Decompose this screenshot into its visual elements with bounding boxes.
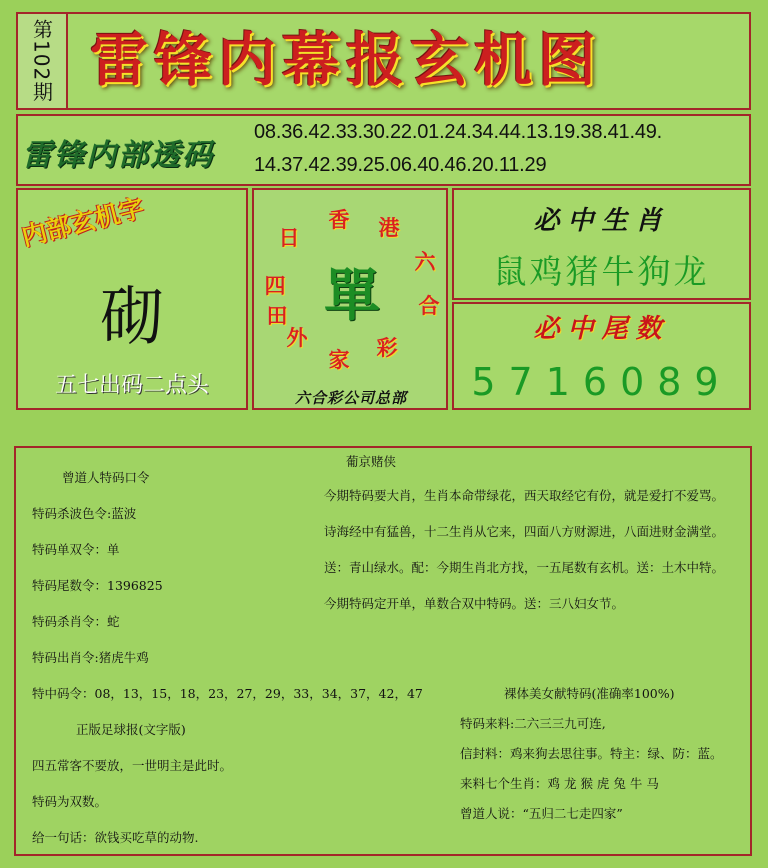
ring-char: 田 bbox=[266, 304, 288, 328]
right-line: 来料七个生肖：鸡 龙 猴 虎 兔 牛 马 bbox=[460, 776, 659, 791]
numbers-label: 雷锋内部透码 bbox=[22, 138, 214, 173]
header-banner bbox=[16, 12, 751, 110]
zodiac-panel bbox=[452, 188, 751, 300]
ring-char: 六 bbox=[414, 250, 436, 274]
numbers-band bbox=[16, 114, 751, 186]
tail-label: 必中尾数 bbox=[533, 314, 670, 344]
left-line: 特中码令：08，13，15，18，23，27，29，33，34，37，42，47 bbox=[32, 686, 423, 701]
secret-label: 内部玄机字 bbox=[18, 193, 148, 252]
tail-digits: 5716089 bbox=[471, 360, 732, 404]
center-big-character: 單 bbox=[324, 264, 380, 329]
left-line: 特码单双令：单 bbox=[32, 542, 120, 557]
ring-char: 外 bbox=[286, 326, 308, 350]
ring-char: 彩 bbox=[376, 336, 398, 360]
right-paragraph: 诗海经中有猛兽，十二生肖从它来，四面八方财源进，八面进财金满堂。 bbox=[324, 524, 725, 539]
text-section bbox=[14, 446, 752, 856]
right-column-title: 葡京赌侠 bbox=[346, 454, 397, 469]
left-column-title: 曾道人特码口令 bbox=[62, 470, 150, 485]
right-paragraph: 今期特码要大肖，生肖本命带绿花，西天取经它有份，就是爱打不爱骂。 bbox=[324, 488, 725, 503]
zodiac-list: 鼠鸡猪牛狗龙 bbox=[493, 252, 710, 291]
left-line: 特码杀波色令:蓝波 bbox=[32, 506, 137, 521]
tail-digits-panel bbox=[452, 302, 751, 410]
center-ring-panel bbox=[252, 188, 448, 410]
ring-char: 四 bbox=[264, 274, 286, 298]
page-title: 雷锋内幕报玄机图 bbox=[90, 26, 603, 94]
right-line: 信封料：鸡来狗去思往事。特主：绿、防：蓝。 bbox=[460, 746, 723, 761]
secret-character: 砌 bbox=[100, 281, 164, 355]
ring-char: 日 bbox=[278, 226, 300, 250]
left-line: 四五常客不要放，一世明主是此时。 bbox=[32, 758, 233, 773]
ring-char: 合 bbox=[418, 294, 440, 318]
zodiac-label: 必中生肖 bbox=[533, 206, 670, 236]
right-line: 特码来料:二六三三九可连, bbox=[460, 716, 606, 731]
right-paragraph: 送：青山绿水。配：今期生肖北方找，一五尾数有玄机。送：土木中特。 bbox=[324, 560, 725, 575]
ring-char: 家 bbox=[328, 348, 350, 372]
numbers-line-1: 08.36.42.33.30.22.01.24.34.44.13.19.38.41.49. bbox=[254, 121, 663, 143]
left-sub-title: 正版足球报(文字版) bbox=[76, 722, 186, 737]
left-line: 特码杀肖令：蛇 bbox=[32, 614, 120, 629]
right-line: 曾道人说：“五归二七走四家” bbox=[460, 806, 623, 821]
left-line: 特码尾数令：1396825 bbox=[32, 578, 163, 593]
secret-character-panel bbox=[16, 188, 248, 410]
numbers-line-2: 14.37.42.39.25.06.40.46.20.11.29 bbox=[254, 154, 547, 176]
left-line: 特码出肖令:猪虎牛鸡 bbox=[32, 650, 149, 665]
right-paragraph: 今期特码定开单，单数合双中特码。送：三八妇女节。 bbox=[324, 596, 625, 611]
ring-char: 港 bbox=[378, 216, 400, 240]
secret-hint: 五七出码二点头 bbox=[54, 373, 209, 398]
left-line: 给一句话：欲钱买吃草的动物. bbox=[32, 830, 199, 845]
ring-char: 香 bbox=[328, 208, 350, 232]
center-footer: 六合彩公司总部 bbox=[294, 389, 407, 407]
issue-number: 第102期 bbox=[18, 14, 68, 108]
right-sub-title: 裸体美女献特码(准确率100%) bbox=[504, 686, 675, 701]
left-line: 特码为双数。 bbox=[32, 794, 108, 809]
